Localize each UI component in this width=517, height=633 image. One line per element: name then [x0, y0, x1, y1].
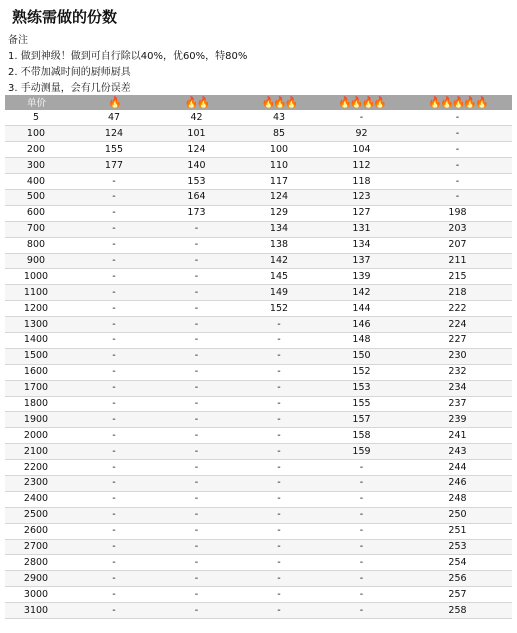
- cell-count-level-1: -: [73, 269, 155, 285]
- cell-count-level-3: -: [238, 587, 320, 603]
- table-row: [5, 253, 512, 269]
- cell-unit-price: 3000: [5, 587, 73, 603]
- cell-count-level-3: 142: [238, 253, 320, 269]
- cell-count-level-2: 173: [155, 205, 238, 221]
- cell-unit-price: 1400: [5, 332, 73, 348]
- cell-count-level-4: -: [320, 460, 403, 476]
- cell-count-level-3: -: [238, 460, 320, 476]
- cell-count-level-3: 117: [238, 174, 320, 190]
- cell-count-level-1: 155: [73, 142, 155, 158]
- cell-count-level-2: -: [155, 491, 238, 507]
- cell-count-level-2: -: [155, 348, 238, 364]
- table-row: [5, 380, 512, 396]
- header-flame-2-icon: 🔥🔥: [155, 95, 238, 110]
- cell-count-level-4: -: [320, 603, 403, 619]
- cell-count-level-3: -: [238, 475, 320, 491]
- cell-count-level-3: -: [238, 428, 320, 444]
- cell-count-level-5: 237: [403, 396, 512, 412]
- cell-count-level-3: -: [238, 364, 320, 380]
- table-row: [5, 428, 512, 444]
- cell-count-level-5: 234: [403, 380, 512, 396]
- cell-count-level-2: -: [155, 253, 238, 269]
- cell-count-level-2: 164: [155, 189, 238, 205]
- cell-count-level-4: -: [320, 539, 403, 555]
- cell-count-level-3: 152: [238, 301, 320, 317]
- cell-count-level-5: 218: [403, 285, 512, 301]
- table-row: [5, 158, 512, 174]
- cell-unit-price: 2500: [5, 507, 73, 523]
- header-flame-5-icon: 🔥🔥🔥🔥🔥: [403, 95, 512, 110]
- cell-count-level-5: 254: [403, 555, 512, 571]
- cell-count-level-3: -: [238, 380, 320, 396]
- table-row: [5, 332, 512, 348]
- cell-count-level-3: -: [238, 491, 320, 507]
- cell-unit-price: 2900: [5, 571, 73, 587]
- cell-count-level-2: 42: [155, 110, 238, 126]
- cell-count-level-4: -: [320, 587, 403, 603]
- cell-count-level-2: -: [155, 364, 238, 380]
- cell-count-level-2: -: [155, 301, 238, 317]
- cell-count-level-3: -: [238, 332, 320, 348]
- cell-unit-price: 1300: [5, 317, 73, 333]
- note-line-2: 2. 不带加减时间的厨师厨具: [8, 67, 131, 78]
- cell-count-level-4: 139: [320, 269, 403, 285]
- note-line-3: 3. 手动测量，会有几份误差: [8, 83, 131, 94]
- cell-count-level-4: -: [320, 523, 403, 539]
- cell-unit-price: 3100: [5, 603, 73, 619]
- cell-count-level-3: 129: [238, 205, 320, 221]
- table-row: [5, 348, 512, 364]
- cell-count-level-5: 211: [403, 253, 512, 269]
- cell-count-level-4: -: [320, 110, 403, 126]
- cell-count-level-1: -: [73, 174, 155, 190]
- cell-count-level-1: -: [73, 539, 155, 555]
- cell-count-level-5: -: [403, 158, 512, 174]
- cell-count-level-3: 100: [238, 142, 320, 158]
- cell-count-level-5: 222: [403, 301, 512, 317]
- cell-count-level-3: 134: [238, 221, 320, 237]
- cell-unit-price: 5: [5, 110, 73, 126]
- cell-unit-price: 200: [5, 142, 73, 158]
- cell-count-level-4: 127: [320, 205, 403, 221]
- table-row: [5, 364, 512, 380]
- notes-heading: 备注: [8, 35, 28, 46]
- header-flame-1-icon: 🔥: [73, 95, 155, 110]
- cell-unit-price: 2300: [5, 475, 73, 491]
- cell-count-level-1: -: [73, 332, 155, 348]
- cell-count-level-2: 140: [155, 158, 238, 174]
- cell-count-level-2: -: [155, 428, 238, 444]
- table-header-row: [5, 95, 512, 110]
- cell-unit-price: 400: [5, 174, 73, 190]
- notes-section: [8, 33, 247, 97]
- cell-count-level-5: -: [403, 110, 512, 126]
- cell-unit-price: 800: [5, 237, 73, 253]
- cell-count-level-5: 215: [403, 269, 512, 285]
- cell-count-level-1: -: [73, 317, 155, 333]
- table-row: [5, 571, 512, 587]
- cell-count-level-3: -: [238, 523, 320, 539]
- cell-count-level-3: 43: [238, 110, 320, 126]
- table-row: [5, 523, 512, 539]
- cell-count-level-5: 250: [403, 507, 512, 523]
- cell-count-level-2: -: [155, 475, 238, 491]
- cell-count-level-2: 153: [155, 174, 238, 190]
- table-row: [5, 221, 512, 237]
- table-row: [5, 174, 512, 190]
- cell-count-level-4: 153: [320, 380, 403, 396]
- cell-count-level-2: -: [155, 555, 238, 571]
- cell-count-level-4: 144: [320, 301, 403, 317]
- cell-count-level-2: -: [155, 380, 238, 396]
- cell-count-level-1: -: [73, 253, 155, 269]
- cell-count-level-2: -: [155, 317, 238, 333]
- cell-count-level-2: -: [155, 221, 238, 237]
- header-flame-4-icon: 🔥🔥🔥🔥: [320, 95, 403, 110]
- cell-count-level-5: 230: [403, 348, 512, 364]
- table-body: [5, 110, 512, 619]
- cell-unit-price: 1700: [5, 380, 73, 396]
- cell-count-level-1: -: [73, 380, 155, 396]
- cell-count-level-5: -: [403, 174, 512, 190]
- cell-count-level-5: 244: [403, 460, 512, 476]
- cell-count-level-3: 138: [238, 237, 320, 253]
- table-row: [5, 475, 512, 491]
- cell-count-level-5: 198: [403, 205, 512, 221]
- cell-count-level-1: -: [73, 507, 155, 523]
- cell-count-level-1: -: [73, 237, 155, 253]
- cell-count-level-1: -: [73, 491, 155, 507]
- cell-unit-price: 2200: [5, 460, 73, 476]
- table-row: [5, 126, 512, 142]
- cell-count-level-4: 137: [320, 253, 403, 269]
- cell-count-level-1: 177: [73, 158, 155, 174]
- cell-count-level-1: -: [73, 603, 155, 619]
- table-row: [5, 189, 512, 205]
- cell-unit-price: 300: [5, 158, 73, 174]
- cell-unit-price: 2100: [5, 444, 73, 460]
- table-row: [5, 444, 512, 460]
- cell-count-level-3: -: [238, 348, 320, 364]
- cell-count-level-2: -: [155, 603, 238, 619]
- cell-count-level-5: -: [403, 189, 512, 205]
- table-row: [5, 285, 512, 301]
- cell-unit-price: 900: [5, 253, 73, 269]
- cell-count-level-4: 157: [320, 412, 403, 428]
- cell-count-level-1: -: [73, 285, 155, 301]
- cell-unit-price: 1900: [5, 412, 73, 428]
- cell-unit-price: 500: [5, 189, 73, 205]
- table-row: [5, 412, 512, 428]
- cell-count-level-3: -: [238, 444, 320, 460]
- cell-count-level-4: 131: [320, 221, 403, 237]
- cell-count-level-2: -: [155, 269, 238, 285]
- cell-count-level-4: -: [320, 555, 403, 571]
- header-unit-price: 单价: [5, 95, 73, 110]
- cell-count-level-4: 152: [320, 364, 403, 380]
- cell-unit-price: 600: [5, 205, 73, 221]
- cell-count-level-1: -: [73, 444, 155, 460]
- note-line-1: 1. 做到神级！做到可自行除以40%，优60%，特80%: [8, 51, 248, 62]
- proficiency-table: [5, 95, 512, 619]
- cell-count-level-1: -: [73, 571, 155, 587]
- table-row: [5, 555, 512, 571]
- cell-count-level-3: -: [238, 507, 320, 523]
- cell-count-level-2: -: [155, 571, 238, 587]
- cell-count-level-3: -: [238, 603, 320, 619]
- cell-unit-price: 1800: [5, 396, 73, 412]
- cell-count-level-3: -: [238, 317, 320, 333]
- cell-unit-price: 2600: [5, 523, 73, 539]
- cell-count-level-5: 232: [403, 364, 512, 380]
- table-row: [5, 491, 512, 507]
- cell-count-level-1: -: [73, 428, 155, 444]
- cell-count-level-3: -: [238, 571, 320, 587]
- table-row: [5, 301, 512, 317]
- cell-count-level-3: -: [238, 412, 320, 428]
- cell-count-level-1: -: [73, 364, 155, 380]
- cell-count-level-2: -: [155, 396, 238, 412]
- cell-count-level-3: 149: [238, 285, 320, 301]
- cell-count-level-2: -: [155, 523, 238, 539]
- cell-count-level-4: -: [320, 507, 403, 523]
- cell-count-level-3: -: [238, 396, 320, 412]
- cell-count-level-5: 241: [403, 428, 512, 444]
- table-row: [5, 603, 512, 619]
- cell-unit-price: 700: [5, 221, 73, 237]
- cell-count-level-5: 239: [403, 412, 512, 428]
- cell-unit-price: 2800: [5, 555, 73, 571]
- table-row: [5, 539, 512, 555]
- table-row: [5, 205, 512, 221]
- table-row: [5, 460, 512, 476]
- table-row: [5, 110, 512, 126]
- cell-count-level-5: 246: [403, 475, 512, 491]
- cell-count-level-4: 118: [320, 174, 403, 190]
- cell-count-level-5: 243: [403, 444, 512, 460]
- cell-count-level-4: 112: [320, 158, 403, 174]
- cell-count-level-5: 256: [403, 571, 512, 587]
- cell-count-level-4: -: [320, 491, 403, 507]
- cell-count-level-2: -: [155, 237, 238, 253]
- cell-count-level-4: -: [320, 475, 403, 491]
- cell-count-level-4: 159: [320, 444, 403, 460]
- page-title: 熟练需做的份数: [12, 8, 118, 26]
- cell-count-level-4: 142: [320, 285, 403, 301]
- cell-count-level-1: -: [73, 523, 155, 539]
- cell-count-level-2: 101: [155, 126, 238, 142]
- table-row: [5, 396, 512, 412]
- cell-count-level-5: 248: [403, 491, 512, 507]
- cell-count-level-2: -: [155, 444, 238, 460]
- cell-unit-price: 1600: [5, 364, 73, 380]
- cell-count-level-5: 207: [403, 237, 512, 253]
- cell-count-level-4: 146: [320, 317, 403, 333]
- cell-count-level-4: 148: [320, 332, 403, 348]
- cell-count-level-5: -: [403, 142, 512, 158]
- cell-unit-price: 2700: [5, 539, 73, 555]
- cell-count-level-1: -: [73, 396, 155, 412]
- cell-unit-price: 1500: [5, 348, 73, 364]
- cell-count-level-1: -: [73, 221, 155, 237]
- table-row: [5, 317, 512, 333]
- cell-count-level-2: -: [155, 285, 238, 301]
- cell-count-level-4: 134: [320, 237, 403, 253]
- table-row: [5, 587, 512, 603]
- table-row: [5, 269, 512, 285]
- cell-unit-price: 1200: [5, 301, 73, 317]
- table-row: [5, 507, 512, 523]
- cell-count-level-1: -: [73, 555, 155, 571]
- cell-count-level-2: -: [155, 539, 238, 555]
- cell-unit-price: 2400: [5, 491, 73, 507]
- cell-count-level-1: -: [73, 475, 155, 491]
- cell-count-level-5: 258: [403, 603, 512, 619]
- cell-count-level-3: 85: [238, 126, 320, 142]
- cell-count-level-1: -: [73, 189, 155, 205]
- cell-count-level-5: 224: [403, 317, 512, 333]
- cell-count-level-5: 227: [403, 332, 512, 348]
- cell-unit-price: 1100: [5, 285, 73, 301]
- cell-count-level-1: -: [73, 460, 155, 476]
- cell-count-level-1: -: [73, 587, 155, 603]
- cell-count-level-3: -: [238, 539, 320, 555]
- cell-unit-price: 2000: [5, 428, 73, 444]
- cell-unit-price: 1000: [5, 269, 73, 285]
- cell-count-level-4: 104: [320, 142, 403, 158]
- cell-count-level-1: -: [73, 348, 155, 364]
- cell-count-level-1: -: [73, 205, 155, 221]
- cell-count-level-1: -: [73, 301, 155, 317]
- cell-count-level-2: -: [155, 460, 238, 476]
- cell-count-level-5: 251: [403, 523, 512, 539]
- cell-count-level-3: 124: [238, 189, 320, 205]
- cell-count-level-1: 124: [73, 126, 155, 142]
- cell-count-level-4: -: [320, 571, 403, 587]
- header-flame-3-icon: 🔥🔥🔥: [238, 95, 320, 110]
- table-row: [5, 237, 512, 253]
- cell-count-level-2: -: [155, 332, 238, 348]
- cell-count-level-1: 47: [73, 110, 155, 126]
- cell-count-level-5: 257: [403, 587, 512, 603]
- cell-count-level-3: 145: [238, 269, 320, 285]
- cell-count-level-5: 203: [403, 221, 512, 237]
- cell-count-level-5: 253: [403, 539, 512, 555]
- cell-count-level-4: 155: [320, 396, 403, 412]
- cell-count-level-2: 124: [155, 142, 238, 158]
- cell-count-level-4: 123: [320, 189, 403, 205]
- cell-count-level-4: 92: [320, 126, 403, 142]
- cell-count-level-2: -: [155, 587, 238, 603]
- cell-count-level-4: 158: [320, 428, 403, 444]
- cell-unit-price: 100: [5, 126, 73, 142]
- cell-count-level-3: -: [238, 555, 320, 571]
- cell-count-level-3: 110: [238, 158, 320, 174]
- cell-count-level-5: -: [403, 126, 512, 142]
- cell-count-level-4: 150: [320, 348, 403, 364]
- table-row: [5, 142, 512, 158]
- cell-count-level-1: -: [73, 412, 155, 428]
- cell-count-level-2: -: [155, 412, 238, 428]
- cell-count-level-2: -: [155, 507, 238, 523]
